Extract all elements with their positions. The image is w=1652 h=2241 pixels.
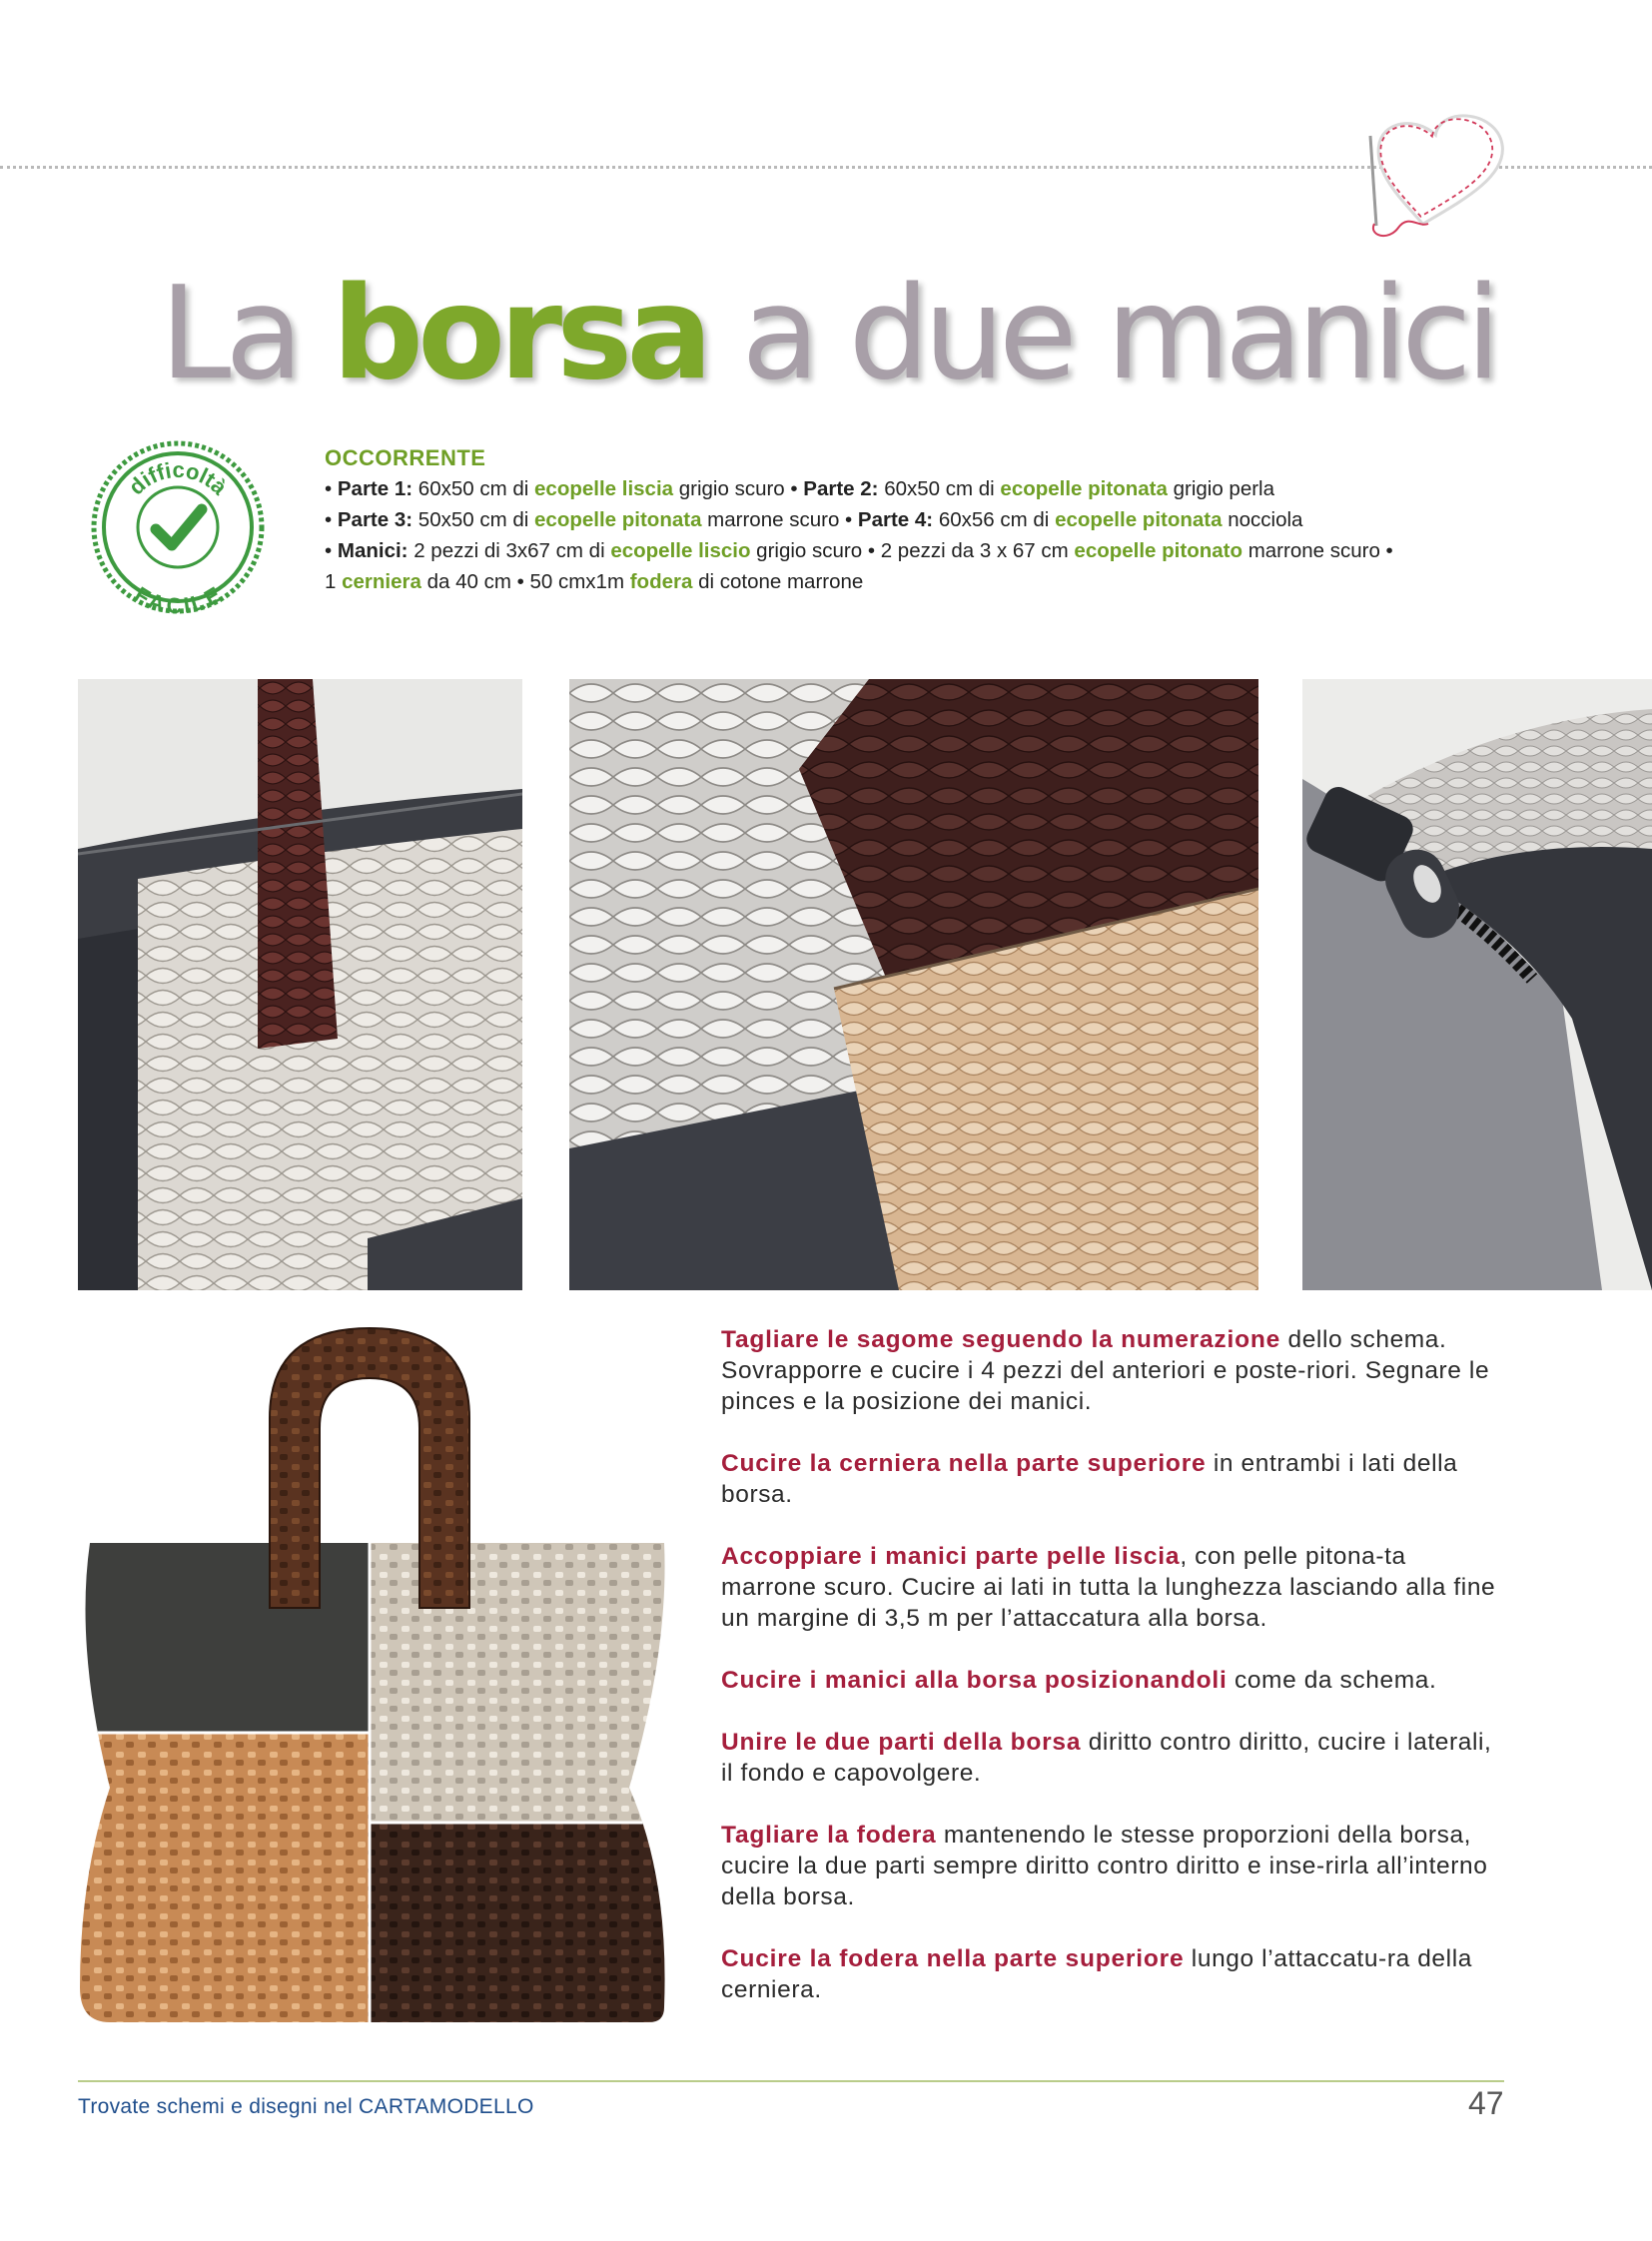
- material: ecopelle pitonato: [1074, 539, 1242, 562]
- part-label: Parte 4:: [857, 508, 934, 531]
- photo-zipper-detail: [1302, 679, 1652, 1290]
- title-bold: borsa: [332, 260, 707, 408]
- page-number: 47: [1468, 2085, 1504, 2121]
- badge-bottom-text: FACILE: [130, 581, 226, 617]
- text: •: [325, 508, 338, 531]
- step-heading: Tagliare la fodera: [721, 1822, 937, 1849]
- occorrente-line-1: [325, 473, 1553, 504]
- text: 60x50 cm di: [878, 477, 1001, 500]
- step-heading: Cucire la cerniera nella parte superiore: [721, 1450, 1207, 1477]
- text: •: [325, 539, 338, 562]
- text: 2 pezzi di 3x67 cm di: [408, 539, 611, 562]
- step-heading: Unire le due parti della borsa: [721, 1729, 1082, 1756]
- text: •: [325, 477, 338, 500]
- step-1: [721, 1324, 1496, 1417]
- title-part1: La: [160, 260, 298, 408]
- text: 60x50 cm di: [413, 477, 535, 500]
- material: ecopelle pitonata: [1000, 477, 1168, 500]
- step-5: [721, 1727, 1496, 1789]
- occorrente-line-4: [325, 566, 1553, 597]
- material: ecopelle liscia: [534, 477, 674, 500]
- difficulty-badge: [88, 437, 268, 617]
- step-3: [721, 1541, 1496, 1634]
- step-heading: Tagliare le sagome seguendo la numerazione: [721, 1326, 1281, 1353]
- text: grigio scuro • 2 pezzi da 3 x 67 cm: [750, 539, 1075, 562]
- checkmark-icon: [156, 509, 202, 545]
- step-2: [721, 1448, 1496, 1510]
- material: ecopelle pitonata: [1055, 508, 1223, 531]
- instruction-steps: [721, 1324, 1496, 2036]
- part-label: Manici:: [337, 539, 409, 562]
- photo-patchwork-detail: [569, 679, 1258, 1290]
- text: 50x50 cm di: [413, 508, 535, 531]
- heart-needle-icon: [1338, 96, 1518, 246]
- photo-bag-handle: [78, 679, 522, 1290]
- text: marrone scuro •: [1242, 539, 1393, 562]
- text: di cotone marrone: [692, 570, 864, 593]
- text: 1: [325, 570, 343, 593]
- material: ecopelle pitonata: [534, 508, 702, 531]
- footer-text: Trovate schemi e disegni nel CARTAMODELLO: [78, 2095, 534, 2118]
- step-heading: Accoppiare i manici parte pelle liscia: [721, 1543, 1181, 1570]
- footer-divider: [78, 2080, 1504, 2082]
- title-part2: a due manici: [741, 260, 1496, 408]
- text: grigio perla: [1167, 477, 1275, 500]
- step-7: [721, 1943, 1496, 2005]
- material: fodera: [629, 570, 693, 593]
- part-label: Parte 3:: [337, 508, 413, 531]
- occorrente-line-3: [325, 535, 1553, 566]
- step-4: [721, 1665, 1496, 1696]
- step-text: , con pelle pitona-ta marrone scuro. Cucire ai lati in tutta la lunghezza lasciando alla fine un margine di 3,5 m per l’attaccatura alla borsa.: [721, 1543, 1496, 1632]
- step-heading: Cucire la fodera nella parte superiore: [721, 1945, 1185, 1972]
- page-title: [160, 250, 1496, 419]
- occorrente-list: [325, 473, 1553, 597]
- occorrente-line-2: [325, 504, 1553, 535]
- step-text: in entrambi i lati della borsa.: [721, 1450, 1458, 1508]
- step-text: come da schema.: [1227, 1667, 1437, 1694]
- step-text: mantenendo le stesse proporzioni della borsa, cucire la due parti sempre diritto contro diritto e inse-rirla all’interno della borsa.: [721, 1822, 1488, 1910]
- occorrente-heading: OCCORRENTE: [325, 445, 486, 470]
- material: cerniera: [342, 570, 421, 593]
- part-label: Parte 2:: [803, 477, 879, 500]
- badge-top-text: difficoltà: [123, 456, 233, 500]
- text: grigio scuro •: [673, 477, 804, 500]
- step-6: [721, 1820, 1496, 1912]
- step-text: lungo l’attaccatu-ra della cerniera.: [721, 1945, 1472, 2003]
- step-heading: Cucire i manici alla borsa posizionandoli: [721, 1667, 1228, 1694]
- step-text: dello schema. Sovrapporre e cucire i 4 pezzi del anteriori e poste-riori. Segnare le pinces e la posizione dei manici.: [721, 1326, 1490, 1415]
- text: 60x56 cm di: [933, 508, 1056, 531]
- text: da 40 cm • 50 cmx1m: [420, 570, 630, 593]
- material: ecopelle liscio: [610, 539, 751, 562]
- part-label: Parte 1:: [337, 477, 413, 500]
- step-text: diritto contro diritto, cucire i laterali, il fondo e capovolgere.: [721, 1729, 1492, 1787]
- bag-pattern-illustration: [70, 1318, 689, 2037]
- text: nocciola: [1222, 508, 1303, 531]
- text: marrone scuro •: [701, 508, 858, 531]
